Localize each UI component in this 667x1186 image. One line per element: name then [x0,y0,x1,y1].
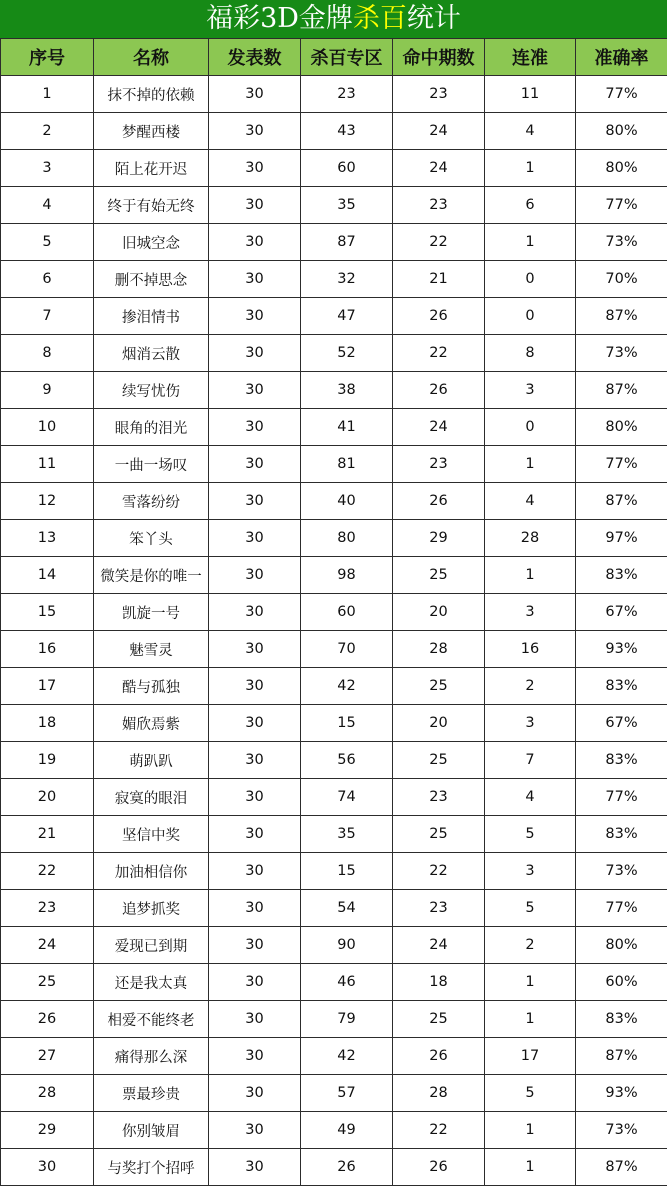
cell-kill-hundred: 70 [301,631,393,668]
cell-streak: 3 [485,705,576,742]
cell-kill-hundred: 35 [301,816,393,853]
cell-kill-hundred: 52 [301,335,393,372]
cell-streak: 1 [485,1112,576,1149]
cell-accuracy: 97% [576,520,667,557]
cell-streak: 11 [485,76,576,113]
cell-index: 6 [1,261,94,298]
cell-accuracy: 73% [576,1112,667,1149]
cell-posts: 30 [209,446,301,483]
cell-index: 26 [1,1001,94,1038]
cell-streak: 0 [485,298,576,335]
cell-index: 23 [1,890,94,927]
table-row [1,705,667,742]
cell-accuracy: 77% [576,187,667,224]
cell-kill-hundred: 57 [301,1075,393,1112]
cell-hits: 26 [393,372,485,409]
cell-streak: 4 [485,483,576,520]
cell-name: 加油相信你 [94,853,209,890]
cell-name: 陌上花开迟 [94,150,209,187]
cell-name: 旧城空念 [94,224,209,261]
table-row [1,890,667,927]
cell-kill-hundred: 81 [301,446,393,483]
cell-kill-hundred: 38 [301,372,393,409]
cell-index: 30 [1,1149,94,1186]
table-row [1,816,667,853]
cell-accuracy: 70% [576,261,667,298]
cell-hits: 22 [393,224,485,261]
cell-hits: 20 [393,594,485,631]
cell-index: 9 [1,372,94,409]
cell-posts: 30 [209,483,301,520]
col-header-accuracy: 准确率 [576,39,667,76]
cell-kill-hundred: 42 [301,1038,393,1075]
cell-streak: 1 [485,150,576,187]
cell-index: 5 [1,224,94,261]
cell-index: 20 [1,779,94,816]
cell-index: 25 [1,964,94,1001]
cell-streak: 28 [485,520,576,557]
table-row [1,372,667,409]
cell-kill-hundred: 35 [301,187,393,224]
cell-hits: 26 [393,1038,485,1075]
cell-accuracy: 83% [576,668,667,705]
cell-name: 萌趴趴 [94,742,209,779]
cell-hits: 23 [393,446,485,483]
col-header-hits: 命中期数 [393,39,485,76]
cell-posts: 30 [209,1038,301,1075]
cell-index: 3 [1,150,94,187]
cell-kill-hundred: 15 [301,705,393,742]
cell-streak: 16 [485,631,576,668]
cell-kill-hundred: 43 [301,113,393,150]
table-row [1,224,667,261]
cell-hits: 18 [393,964,485,1001]
cell-hits: 25 [393,668,485,705]
cell-hits: 28 [393,631,485,668]
cell-kill-hundred: 46 [301,964,393,1001]
cell-hits: 23 [393,779,485,816]
cell-posts: 30 [209,520,301,557]
table-row [1,76,667,113]
cell-accuracy: 77% [576,890,667,927]
cell-accuracy: 83% [576,742,667,779]
cell-accuracy: 87% [576,1149,667,1186]
cell-posts: 30 [209,779,301,816]
table-row [1,298,667,335]
cell-streak: 1 [485,964,576,1001]
cell-posts: 30 [209,409,301,446]
table-row [1,742,667,779]
col-header-posts: 发表数 [209,39,301,76]
cell-posts: 30 [209,1075,301,1112]
cell-kill-hundred: 90 [301,927,393,964]
cell-streak: 8 [485,335,576,372]
cell-hits: 29 [393,520,485,557]
cell-name: 掺泪情书 [94,298,209,335]
cell-posts: 30 [209,964,301,1001]
cell-streak: 3 [485,372,576,409]
table-row [1,187,667,224]
cell-kill-hundred: 42 [301,668,393,705]
cell-hits: 24 [393,409,485,446]
cell-kill-hundred: 56 [301,742,393,779]
table-row [1,1038,667,1075]
cell-index: 29 [1,1112,94,1149]
cell-posts: 30 [209,853,301,890]
cell-posts: 30 [209,668,301,705]
cell-hits: 26 [393,298,485,335]
cell-index: 10 [1,409,94,446]
cell-kill-hundred: 49 [301,1112,393,1149]
cell-accuracy: 87% [576,372,667,409]
cell-accuracy: 67% [576,705,667,742]
cell-accuracy: 77% [576,779,667,816]
table-row [1,594,667,631]
cell-accuracy: 93% [576,1075,667,1112]
cell-hits: 28 [393,1075,485,1112]
cell-accuracy: 73% [576,853,667,890]
cell-name: 坚信中奖 [94,816,209,853]
cell-hits: 21 [393,261,485,298]
cell-accuracy: 93% [576,631,667,668]
cell-streak: 5 [485,816,576,853]
cell-accuracy: 77% [576,446,667,483]
cell-index: 8 [1,335,94,372]
cell-streak: 2 [485,927,576,964]
table-row [1,113,667,150]
cell-hits: 23 [393,76,485,113]
cell-index: 14 [1,557,94,594]
cell-kill-hundred: 26 [301,1149,393,1186]
cell-accuracy: 60% [576,964,667,1001]
cell-name: 梦醒西楼 [94,113,209,150]
table-row [1,557,667,594]
table-row [1,446,667,483]
cell-streak: 1 [485,1149,576,1186]
cell-streak: 1 [485,224,576,261]
table-header [1,39,667,76]
cell-kill-hundred: 15 [301,853,393,890]
cell-accuracy: 77% [576,76,667,113]
cell-streak: 5 [485,890,576,927]
cell-posts: 30 [209,187,301,224]
cell-name: 雪落纷纷 [94,483,209,520]
cell-hits: 24 [393,150,485,187]
cell-index: 27 [1,1038,94,1075]
cell-posts: 30 [209,76,301,113]
cell-accuracy: 80% [576,409,667,446]
table-row [1,631,667,668]
cell-posts: 30 [209,1149,301,1186]
cell-name: 烟消云散 [94,335,209,372]
title-text-suffix: 统计 [407,3,461,34]
cell-streak: 7 [485,742,576,779]
cell-accuracy: 83% [576,816,667,853]
cell-kill-hundred: 41 [301,409,393,446]
cell-posts: 30 [209,927,301,964]
page-title [0,0,667,38]
table-row [1,483,667,520]
cell-name: 眼角的泪光 [94,409,209,446]
cell-accuracy: 73% [576,224,667,261]
cell-posts: 30 [209,816,301,853]
table-row [1,668,667,705]
cell-index: 15 [1,594,94,631]
cell-posts: 30 [209,631,301,668]
table-row [1,1001,667,1038]
cell-index: 18 [1,705,94,742]
cell-kill-hundred: 47 [301,298,393,335]
cell-name: 还是我太真 [94,964,209,1001]
cell-kill-hundred: 98 [301,557,393,594]
cell-posts: 30 [209,557,301,594]
cell-streak: 1 [485,446,576,483]
cell-posts: 30 [209,890,301,927]
title-highlight-text: 杀百 [353,3,407,34]
cell-index: 7 [1,298,94,335]
cell-index: 2 [1,113,94,150]
cell-name: 终于有始无终 [94,187,209,224]
cell-streak: 3 [485,853,576,890]
cell-hits: 23 [393,890,485,927]
cell-index: 19 [1,742,94,779]
cell-index: 12 [1,483,94,520]
cell-hits: 24 [393,113,485,150]
cell-posts: 30 [209,261,301,298]
cell-name: 笨丫头 [94,520,209,557]
cell-hits: 22 [393,335,485,372]
cell-hits: 24 [393,927,485,964]
cell-hits: 25 [393,557,485,594]
cell-name: 痛得那么深 [94,1038,209,1075]
cell-streak: 0 [485,261,576,298]
cell-hits: 20 [393,705,485,742]
table-row [1,779,667,816]
cell-index: 4 [1,187,94,224]
cell-accuracy: 80% [576,927,667,964]
cell-accuracy: 67% [576,594,667,631]
cell-posts: 30 [209,1001,301,1038]
cell-posts: 30 [209,594,301,631]
cell-hits: 25 [393,742,485,779]
cell-name: 与奖打个招呼 [94,1149,209,1186]
cell-index: 11 [1,446,94,483]
cell-accuracy: 80% [576,113,667,150]
table-row [1,853,667,890]
cell-hits: 25 [393,816,485,853]
table-row [1,1112,667,1149]
cell-hits: 26 [393,1149,485,1186]
col-header-index: 序号 [1,39,94,76]
cell-posts: 30 [209,113,301,150]
cell-streak: 4 [485,113,576,150]
cell-index: 17 [1,668,94,705]
cell-name: 抹不掉的依赖 [94,76,209,113]
cell-hits: 22 [393,1112,485,1149]
cell-name: 媚欣焉紫 [94,705,209,742]
cell-hits: 25 [393,1001,485,1038]
cell-kill-hundred: 80 [301,520,393,557]
table-row [1,150,667,187]
cell-name: 魅雪灵 [94,631,209,668]
cell-name: 微笑是你的唯一 [94,557,209,594]
table-body [1,76,667,1186]
cell-name: 续写忧伤 [94,372,209,409]
col-header-kill-hundred: 杀百专区 [301,39,393,76]
cell-streak: 6 [485,187,576,224]
cell-index: 28 [1,1075,94,1112]
cell-kill-hundred: 60 [301,594,393,631]
cell-streak: 1 [485,1001,576,1038]
table-row [1,335,667,372]
cell-accuracy: 83% [576,1001,667,1038]
cell-streak: 1 [485,557,576,594]
table-row [1,409,667,446]
title-text: 福彩3D金牌 [206,3,353,34]
cell-name: 相爱不能终老 [94,1001,209,1038]
cell-kill-hundred: 60 [301,150,393,187]
cell-posts: 30 [209,335,301,372]
cell-accuracy: 87% [576,298,667,335]
cell-name: 酷与孤独 [94,668,209,705]
col-header-name: 名称 [94,39,209,76]
cell-kill-hundred: 40 [301,483,393,520]
cell-kill-hundred: 32 [301,261,393,298]
cell-hits: 22 [393,853,485,890]
cell-streak: 2 [485,668,576,705]
cell-index: 16 [1,631,94,668]
cell-hits: 23 [393,187,485,224]
table-row [1,520,667,557]
cell-name: 寂寞的眼泪 [94,779,209,816]
cell-streak: 0 [485,409,576,446]
cell-accuracy: 80% [576,150,667,187]
cell-kill-hundred: 74 [301,779,393,816]
cell-kill-hundred: 79 [301,1001,393,1038]
cell-name: 凯旋一号 [94,594,209,631]
table-row [1,261,667,298]
cell-index: 24 [1,927,94,964]
stats-table [0,38,667,1186]
cell-streak: 17 [485,1038,576,1075]
cell-name: 一曲一场叹 [94,446,209,483]
cell-accuracy: 73% [576,335,667,372]
table-row [1,1149,667,1186]
col-header-streak: 连准 [485,39,576,76]
cell-accuracy: 87% [576,1038,667,1075]
cell-name: 爱现已到期 [94,927,209,964]
cell-accuracy: 83% [576,557,667,594]
cell-index: 21 [1,816,94,853]
header-row [1,39,667,76]
table-row [1,964,667,1001]
cell-posts: 30 [209,150,301,187]
cell-name: 追梦抓奖 [94,890,209,927]
cell-index: 1 [1,76,94,113]
cell-kill-hundred: 54 [301,890,393,927]
cell-posts: 30 [209,1112,301,1149]
cell-kill-hundred: 87 [301,224,393,261]
cell-name: 你别皱眉 [94,1112,209,1149]
cell-streak: 5 [485,1075,576,1112]
cell-streak: 3 [485,594,576,631]
table-row [1,927,667,964]
cell-streak: 4 [485,779,576,816]
cell-hits: 26 [393,483,485,520]
cell-kill-hundred: 23 [301,76,393,113]
cell-posts: 30 [209,224,301,261]
table-row [1,1075,667,1112]
cell-posts: 30 [209,742,301,779]
cell-index: 13 [1,520,94,557]
cell-name: 删不掉思念 [94,261,209,298]
cell-posts: 30 [209,298,301,335]
cell-name: 票最珍贵 [94,1075,209,1112]
cell-posts: 30 [209,372,301,409]
cell-posts: 30 [209,705,301,742]
cell-accuracy: 87% [576,483,667,520]
cell-index: 22 [1,853,94,890]
